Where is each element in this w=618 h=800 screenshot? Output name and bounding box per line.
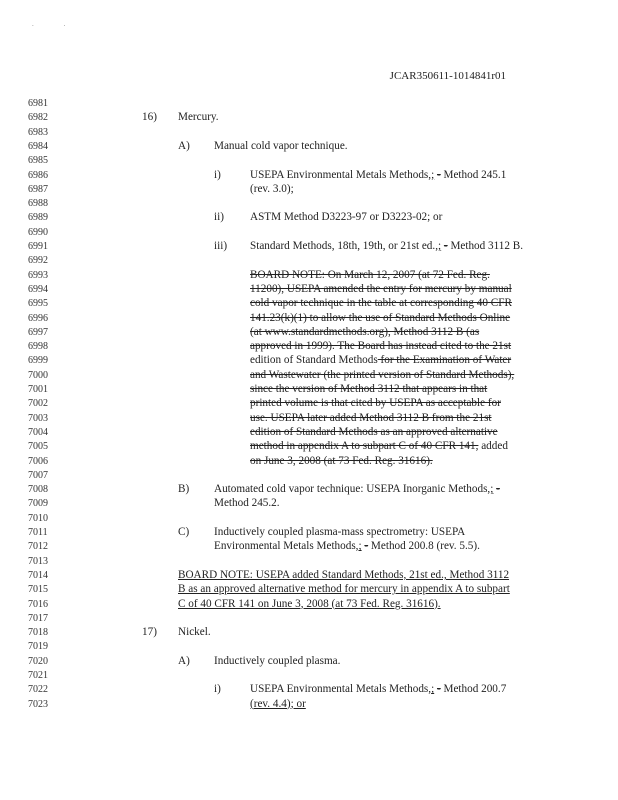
item-16b-line	[0, 484, 618, 498]
board-note-1-text: on June 3, 2008 (at 73 Fed. Reg. 31616).	[250, 454, 433, 467]
item-16c-label: C)	[178, 526, 190, 538]
line-number: 6983	[28, 126, 48, 138]
line-number: 6998	[28, 341, 48, 353]
line-number: 7017	[28, 612, 48, 624]
board-note-1-line-4	[0, 313, 618, 327]
board-note-1-line-8	[0, 370, 618, 384]
item-16aiii-label: iii)	[214, 240, 228, 252]
line-number: 7009	[28, 498, 48, 510]
line-number: 7007	[28, 469, 48, 481]
line-number: 7023	[28, 698, 48, 710]
line-number: 7018	[28, 627, 48, 639]
line-number: 6987	[28, 183, 48, 195]
line-number: 6993	[28, 269, 48, 281]
item-16a-text: Manual cold vapor technique.	[214, 139, 348, 152]
item-17a-line	[0, 656, 618, 670]
item-16ai-text: USEPA Environmental Metals Methods,; - Method 245.1	[250, 168, 507, 181]
item-16c-text-2: Environmental Metals Methods,; - Method 200.8 (rev. 5.5).	[214, 540, 480, 553]
line-number: 6991	[28, 241, 48, 252]
line-number-row	[0, 255, 618, 269]
item-16ai-label: i)	[214, 168, 221, 181]
board-note-1-text: 11200), USEPA amended the entry for mercury by manual	[250, 282, 512, 295]
item-16ai-text-2: (rev. 3.0);	[250, 182, 294, 195]
board-note-2-text: BOARD NOTE: USEPA added Standard Methods, 21st ed., Method 3112	[178, 568, 510, 581]
line-number: 7019	[28, 641, 48, 653]
item-16-label: 16)	[142, 111, 157, 124]
board-note-1-line-12	[0, 427, 618, 441]
board-note-1-line-1	[0, 270, 618, 284]
item-16b-text-2: Method 245.2.	[214, 497, 280, 510]
line-number: 7003	[28, 412, 48, 424]
line-number-row	[0, 470, 618, 484]
line-number: 7011	[28, 527, 48, 538]
board-note-2-text: C of 40 CFR 141 on June 3, 2008 (at 73 Fed. Reg. 31616).	[178, 597, 441, 610]
line-number: 7005	[28, 441, 48, 453]
board-note-2-line-2	[0, 584, 618, 598]
line-number-row	[0, 98, 618, 112]
item-17-label: 17)	[142, 626, 157, 639]
item-16aiii-text: Standard Methods, 18th, 19th, or 21st ed.,; - Method 3112 B.	[250, 240, 524, 252]
board-note-1-text: approved in 1999). The Board has instead cited to the 21st	[250, 340, 512, 353]
item-17ai-text: USEPA Environmental Metals Methods,; - Method 200.7	[250, 683, 507, 696]
item-16a-label: A)	[178, 139, 190, 152]
line-number-row	[0, 670, 618, 684]
line-number-row	[0, 198, 618, 212]
line-number: 6990	[28, 226, 48, 238]
line-number: 6988	[28, 198, 48, 210]
item-17ai-line-2	[0, 699, 618, 713]
item-16b-text: Automated cold vapor technique: USEPA Inorganic Methods,; -	[214, 483, 500, 496]
item-16b-line-2	[0, 498, 618, 512]
board-note-2-text: B as an approved alternative method for mercury in appendix A to subpart	[178, 583, 510, 596]
line-number-row	[0, 613, 618, 627]
board-note-1-text: 141.23(k)(1) to allow the use of Standard Methods Online	[250, 311, 511, 324]
item-17ai-line	[0, 684, 618, 698]
item-16aii-line	[0, 212, 618, 226]
line-number: 6996	[28, 312, 48, 324]
board-note-1-text: since the version of Method 3112 that appears in that	[250, 383, 488, 395]
line-number-row	[0, 127, 618, 141]
line-number: 6986	[28, 169, 48, 181]
line-number: 7020	[28, 655, 48, 667]
item-17ai-label: i)	[214, 683, 221, 696]
item-17-line	[0, 627, 618, 641]
board-note-2-line-3	[0, 599, 618, 613]
item-16c-line-2	[0, 541, 618, 555]
line-number: 6989	[28, 212, 48, 224]
line-number: 7016	[28, 598, 48, 610]
line-number: 6994	[28, 283, 48, 295]
line-number-row	[0, 556, 618, 570]
line-number: 7012	[28, 541, 48, 553]
line-number: 7022	[28, 684, 48, 696]
item-16ai-line-2	[0, 184, 618, 198]
board-note-1-line-3	[0, 298, 618, 312]
line-number: 6981	[28, 98, 48, 109]
item-16-line	[0, 112, 618, 126]
line-number: 7004	[28, 426, 48, 438]
item-17a-text: Inductively coupled plasma.	[214, 654, 341, 667]
board-note-1-line-9	[0, 384, 618, 398]
item-16aii-text: ASTM Method D3223-97 or D3223-02; or	[250, 211, 443, 224]
line-number: 7014	[28, 569, 48, 581]
board-note-1-text: and Wastewater (the printed version of Standard Methods),	[250, 368, 515, 381]
board-note-1-text: edition of Standard Methods as an approved alternative	[250, 425, 498, 438]
item-16b-label: B)	[178, 483, 190, 496]
document-id: JCAR350611-1014841r01	[389, 70, 506, 82]
board-note-1-line-13	[0, 441, 618, 455]
line-number: 7002	[28, 398, 48, 410]
line-number: 7010	[28, 512, 48, 524]
board-note-2-line-1	[0, 570, 618, 584]
line-number: 6995	[28, 298, 48, 310]
board-note-1-line-14	[0, 456, 618, 470]
item-16aii-label: ii)	[214, 211, 224, 224]
line-number-row	[0, 641, 618, 655]
line-number: 7015	[28, 584, 48, 596]
line-number: 6997	[28, 326, 48, 338]
board-note-1-line-5	[0, 327, 618, 341]
page-header	[0, 0, 618, 82]
board-note-1-text: use. USEPA later added Method 3112 B from the 21st	[250, 411, 492, 424]
item-16ai-line	[0, 170, 618, 184]
line-number: 7001	[28, 384, 48, 395]
line-number-row	[0, 513, 618, 527]
board-note-1-text: cold vapor technique in the table at corresponding 40 CFR	[250, 297, 512, 310]
line-number: 7013	[28, 555, 48, 567]
board-note-1-text: (at www.standardmethods.org), Method 3112 B (as	[250, 325, 480, 338]
line-number: 6992	[28, 255, 48, 267]
board-note-1-text: edition of Standard Methods for the Examination of Water	[250, 354, 512, 367]
board-note-1-line-6	[0, 341, 618, 355]
line-number: 7000	[28, 369, 48, 381]
board-note-1-line-7	[0, 355, 618, 369]
line-number: 7006	[28, 455, 48, 467]
line-number: 6982	[28, 112, 48, 124]
line-number: 7021	[28, 670, 48, 681]
item-16a-line	[0, 141, 618, 155]
item-16c-text: Inductively coupled plasma-mass spectrometry: USEPA	[214, 526, 466, 538]
line-number-row	[0, 155, 618, 169]
line-number: 6985	[28, 155, 48, 167]
board-note-1-text: printed volume is that cited by USEPA as acceptable for	[250, 397, 501, 410]
line-number: 6984	[28, 140, 48, 152]
item-17ai-text-2: (rev. 4.4); or	[250, 697, 306, 710]
item-16aiii-line	[0, 241, 618, 255]
header-marks: . .	[32, 20, 80, 28]
item-17a-label: A)	[178, 654, 190, 667]
board-note-1-line-10	[0, 398, 618, 412]
line-number: 7008	[28, 484, 48, 496]
line-number-row	[0, 227, 618, 241]
board-note-1-line-2	[0, 284, 618, 298]
item-17-title: Nickel.	[178, 626, 211, 639]
line-number: 6999	[28, 355, 48, 367]
board-note-1-text: BOARD NOTE: On March 12, 2007 (at 72 Fed. Reg.	[250, 268, 490, 281]
board-note-1-text: method in appendix A to subpart C of 40 CFR 141, added	[250, 440, 508, 453]
item-16c-line	[0, 527, 618, 541]
item-16-title: Mercury.	[178, 111, 219, 124]
board-note-1-line-11	[0, 413, 618, 427]
